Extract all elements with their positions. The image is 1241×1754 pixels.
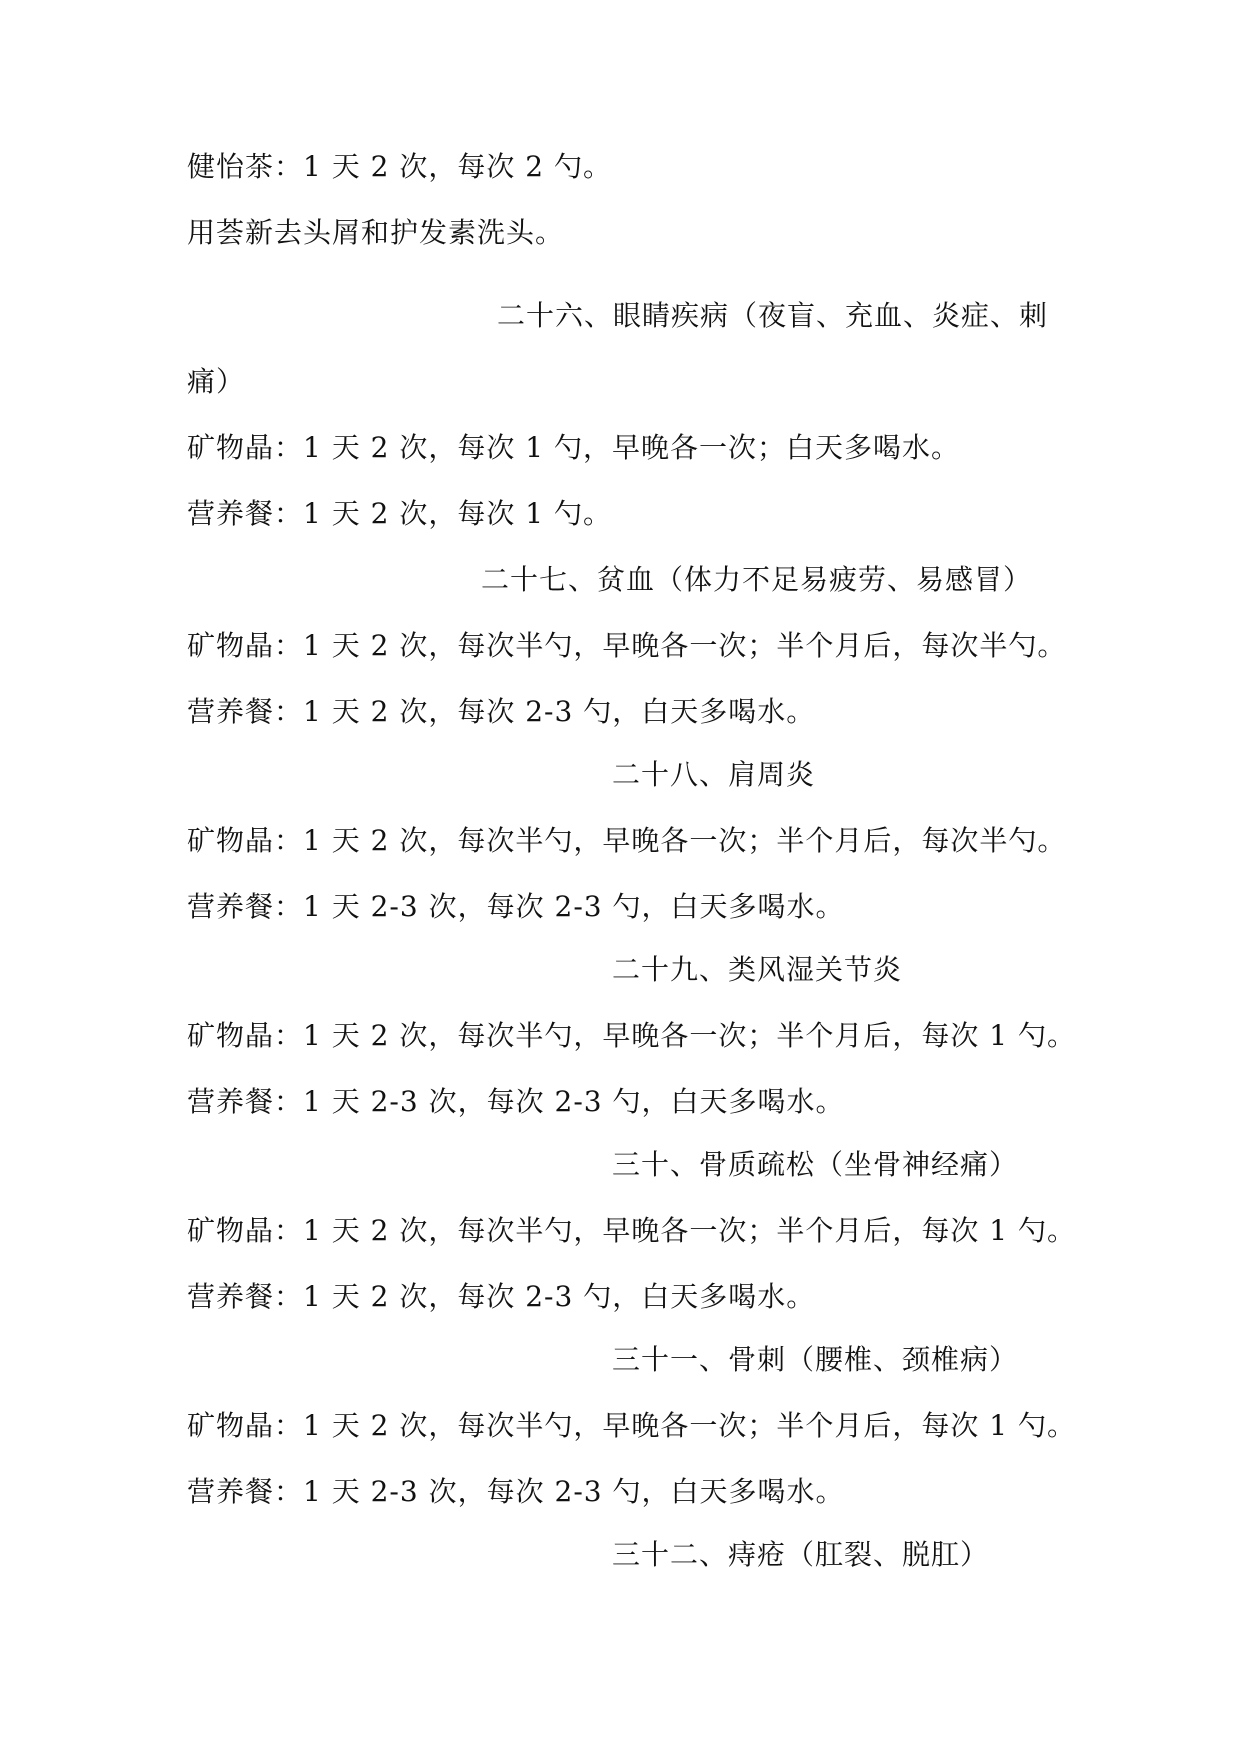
section-heading: 二十七、贫血（体力不足易疲劳、易感冒） <box>481 563 1033 596</box>
paragraph-line: 矿物晶：1 天 2 次，每次半勺，早晚各一次；半个月后，每次 1 勺。 <box>187 1019 1076 1052</box>
paragraph-line: 矿物晶：1 天 2 次，每次半勺，早晚各一次；半个月后，每次 1 勺。 <box>187 1214 1076 1247</box>
paragraph-line: 营养餐：1 天 2-3 次，每次 2-3 勺，白天多喝水。 <box>187 1085 845 1118</box>
paragraph-line: 营养餐：1 天 2 次，每次 1 勺。 <box>187 497 612 530</box>
paragraph-line: 矿物晶：1 天 2 次，每次 1 勺，早晚各一次；白天多喝水。 <box>187 431 960 464</box>
paragraph-line: 矿物晶：1 天 2 次，每次半勺，早晚各一次；半个月后，每次半勺。 <box>187 824 1067 857</box>
section-heading: 三十二、痔疮（肛裂、脱肛） <box>612 1538 990 1571</box>
paragraph-line: 矿物晶：1 天 2 次，每次半勺，早晚各一次；半个月后，每次半勺。 <box>187 629 1067 662</box>
paragraph-line: 营养餐：1 天 2 次，每次 2-3 勺，白天多喝水。 <box>187 1280 816 1313</box>
section-heading: 二十九、类风湿关节炎 <box>612 953 903 986</box>
section-heading: 三十、骨质疏松（坐骨神经痛） <box>612 1148 1019 1181</box>
section-heading: 二十六、眼睛疾病（夜盲、充血、炎症、刺 <box>497 299 1049 332</box>
paragraph-line: 矿物晶：1 天 2 次，每次半勺，早晚各一次；半个月后，每次 1 勺。 <box>187 1409 1076 1442</box>
paragraph-line: 营养餐：1 天 2 次，每次 2-3 勺，白天多喝水。 <box>187 695 816 728</box>
paragraph-line: 健怡茶：1 天 2 次，每次 2 勺。 <box>187 150 612 183</box>
section-heading: 三十一、骨刺（腰椎、颈椎病） <box>612 1343 1019 1376</box>
paragraph-line: 用荟新去头屑和护发素洗头。 <box>187 216 565 249</box>
paragraph-line: 营养餐：1 天 2-3 次，每次 2-3 勺，白天多喝水。 <box>187 1475 845 1508</box>
section-heading: 二十八、肩周炎 <box>612 758 816 791</box>
paragraph-line: 营养餐：1 天 2-3 次，每次 2-3 勺，白天多喝水。 <box>187 890 845 923</box>
paragraph-line: 痛） <box>187 365 246 398</box>
